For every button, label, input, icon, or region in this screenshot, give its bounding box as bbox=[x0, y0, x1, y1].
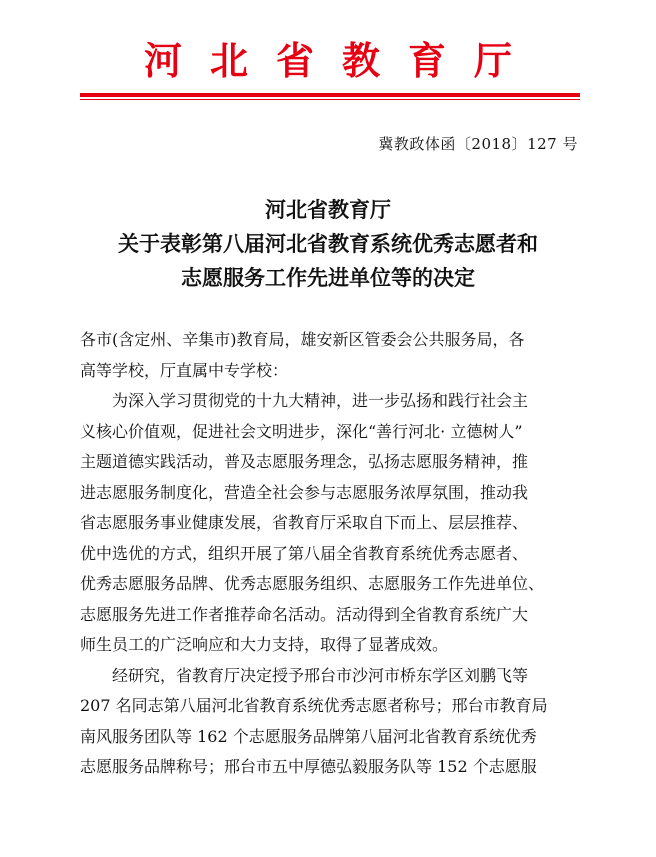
body-line: 主题道德实践活动，普及志愿服务理念，弘扬志愿服务精神，推 bbox=[80, 452, 529, 471]
document-number: 冀教政体函〔2018〕127 号 bbox=[378, 135, 578, 153]
body-line: 省志愿服务事业健康发展，省教育厅采取自下而上、层层推荐、 bbox=[80, 513, 529, 532]
title-line: 志愿服务工作先进单位等的决定 bbox=[181, 265, 475, 290]
body-line: 207 名同志第八届河北省教育系统优秀志愿者称号；邢台市教育局 bbox=[80, 696, 548, 715]
body-line: 南风服务团队等 162 个志愿服务品牌第八届河北省教育系统优秀 bbox=[80, 726, 537, 746]
body-line: 师生员工的广泛响应和大力支持，取得了显著成效。 bbox=[80, 635, 449, 654]
body-line: 进志愿服务制度化，营造全社会参与志愿服务浓厚氛围，推动我 bbox=[80, 482, 529, 502]
body-line: 经研究，省教育厅决定授予邢台市沙河市桥东学区刘鹏飞等 bbox=[112, 665, 529, 685]
title-line: 关于表彰第八届河北省教育系统优秀志愿者和 bbox=[118, 231, 538, 256]
document-body bbox=[80, 325, 580, 783]
masthead-red-rule bbox=[80, 93, 580, 97]
body-line: 优中选优的方式，组织开展了第八届全省教育系统优秀志愿者、 bbox=[80, 543, 529, 563]
body-line: 优秀志愿服务品牌、优秀志愿服务组织、志愿服务工作先进单位、 bbox=[80, 574, 545, 593]
masthead-red-rule-thin bbox=[80, 99, 580, 100]
body-line: 各市(含定州、辛集市)教育局，雄安新区管委会公共服务局，各 bbox=[80, 330, 525, 349]
body-line: 志愿服务先进工作者推荐命名活动。活动得到全省教育系统广大 bbox=[80, 604, 529, 624]
body-line: 高等学校，厅直属中专学校： bbox=[80, 360, 289, 380]
body-line: 义核心价值观，促进社会文明进步，深化“善行河北· 立德树人” bbox=[80, 421, 523, 441]
document-title bbox=[0, 193, 656, 295]
body-line: 为深入学习贯彻党的十九大精神，进一步弘扬和践行社会主 bbox=[112, 391, 529, 410]
title-line: 河北省教育厅 bbox=[265, 197, 391, 222]
masthead-title: 河北省教育厅 bbox=[143, 38, 540, 83]
body-line: 志愿服务品牌称号；邢台市五中厚德弘毅服务队等 152 个志愿服 bbox=[80, 757, 537, 776]
